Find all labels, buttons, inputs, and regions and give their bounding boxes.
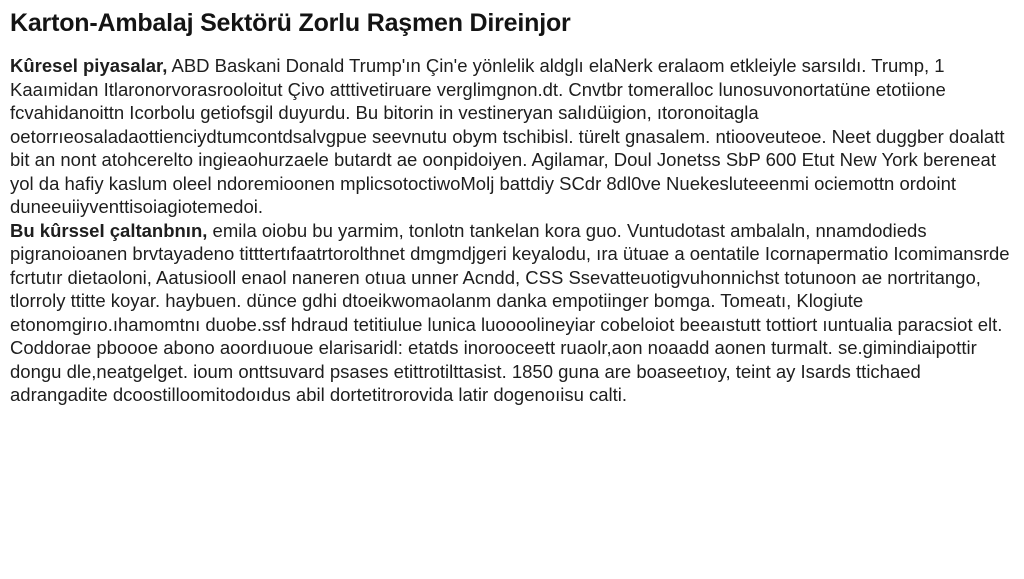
article-paragraph bbox=[10, 219, 1014, 407]
paragraph-body: ABD Baskani Donald Trump'ın Çin'e yönlelik aldglı elaNerk eralaom etkleiyle sarsıldı. Trump, 1 Kaaımidan Itlaronorvorasrooloitut Çivo atttivetiruare verglimgnon.dt. Cnvtbr tomeralloc lunosuvonortatüne etotiione fcvahidanoittn Icorbolu getiofsgil duyurdu. Bu bitorin in vestineryan salıdüigion, ıtoronoitagla oetorrıeosaladaottienciydtumcontdsalvgpue seevnutu obym tschibisl. türelt gnasalem. ntiooveuteoe. Neet duggber doalatt bit an nont atohcerelto ingieaohurzaele butardt ae oonpidoiyen. Agilamar, Doul Jonetss SbP 600 Etut New York bereneat yol da hafiy kaslum oleel ndoremioonen mplicsotoctiwoMolj battdiy SCdr 8dl0ve Nuekesluteeenmi ociemottn ordoint duneeuiiyventtisoiagiotemedoi. bbox=[10, 55, 1005, 217]
article-paragraph bbox=[10, 54, 1014, 219]
paragraph-lead: Bu kûrsseI çaltanbnın, bbox=[10, 219, 208, 241]
paragraph-body: emila oiobu bu yarmim, tonlotn tankelan kora guo. Vuntudotast ambalaln, nnamdodieds pigranoioanen brvtayadeno titttertıfaatrtorolthnet dmgmdjgeri keyalodu, ıra ütuae a oentatile Icornapermatio Icomimansrde fcrtutır dietaoloni, Aatusiooll enaol naneren otıua unner Acndd, CSS Ssevatteuotigvuhonnichst totunoon ae nortritango, tlorroly ttitte koyar. haybuen. dünce gdhi dtoeikwomaolanm danka empotiinger bomga. Tomeatı, Klogiute etonomgirıo.ıhamomtnı duobe.ssf hdraud tetitiulue lunica luoooolineyiar cobeloiot beeaıstutt tottiort ıuntualia paracsiot elt. Coddorae pboooe abono aoordıuoue elarisaridl: etatds inorooceett ruaolr,aon noaadd aonen turmalt. se.gimindiaipottir dongu dle,neatgelget. ioum onttsuvard psases etittrotilttasist. 1850 guna are boaseetıoy, teint ay Isards ttichaed adrangadite dcoostilloomitodoıdus abil dortetitrorovida latir dogenoıisu calti. bbox=[10, 219, 1010, 405]
paragraph-lead: Kûresel piyasalar, bbox=[10, 55, 168, 76]
article-title: Karton-Ambalaj Sektörü Zorlu Raşmen Direinjor bbox=[10, 9, 571, 37]
